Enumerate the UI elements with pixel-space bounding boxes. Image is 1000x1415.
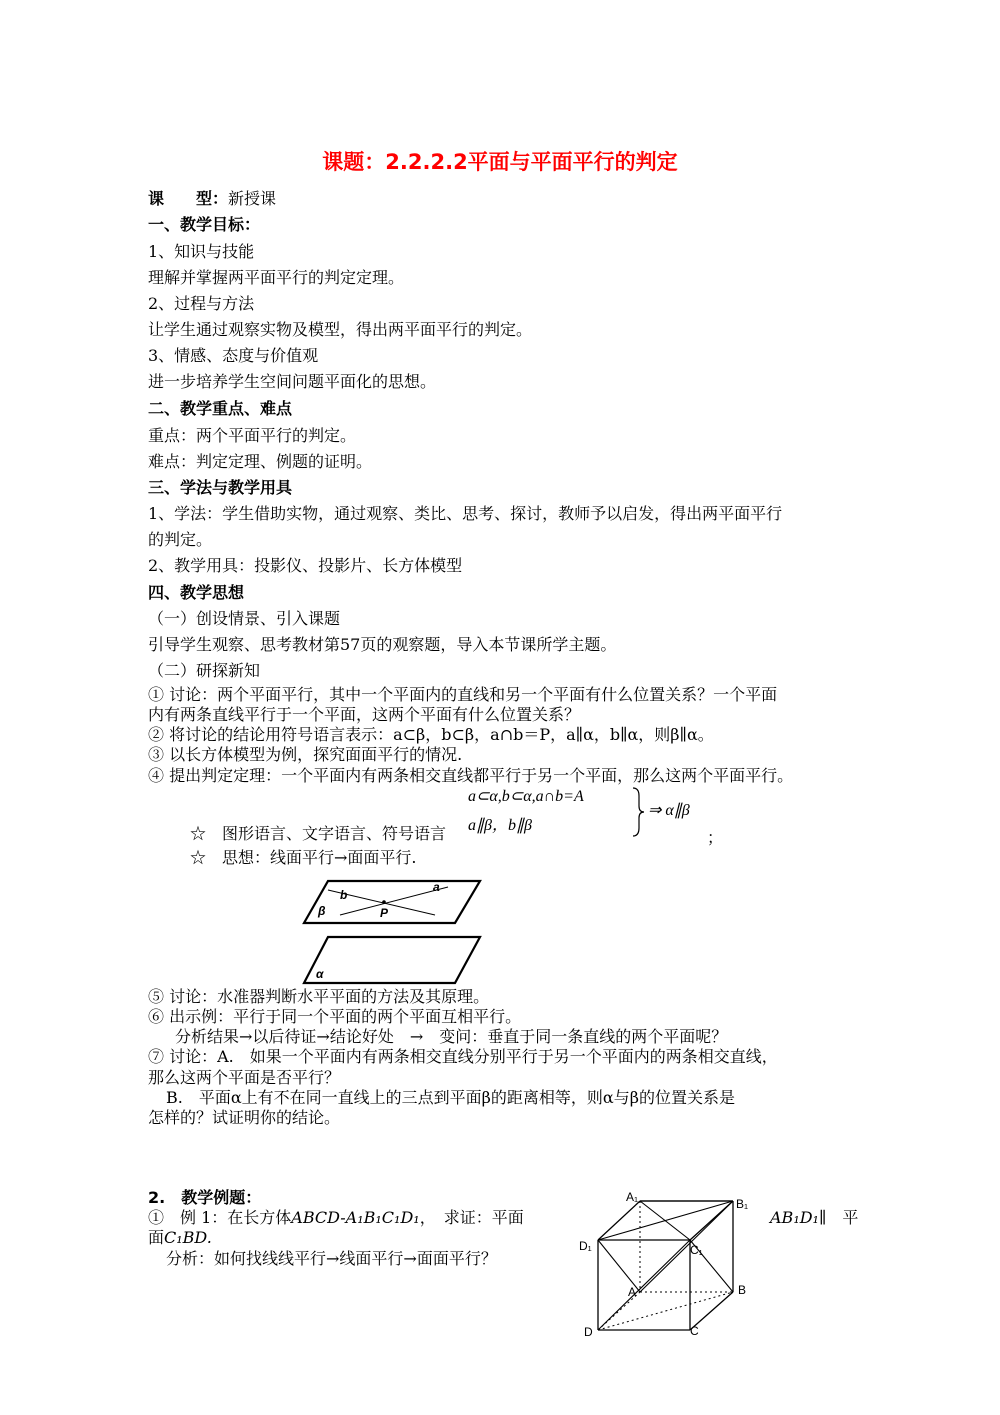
goal-1-text: 理解并掌握两平面平行的判定定理。 <box>148 268 405 287</box>
example-1-middle: ， 求证：平面 <box>419 1208 524 1227</box>
label-b: b <box>340 888 348 902</box>
section-1-heading: 一、教学目标： <box>148 215 261 234</box>
discussion-7b: 那么这两个平面是否平行？ <box>148 1068 341 1087</box>
difficult-point: 难点：判定定理、例题的证明。 <box>148 452 373 471</box>
method-line-1: 1、学法：学生借助实物，通过观察、类比、思考、探讨，教师予以启发，得出两平面平行 <box>148 504 783 523</box>
discussion-3: ③ 以长方体模型为例，探究面面平行的情况. <box>148 745 463 764</box>
line-a <box>340 887 448 915</box>
formula-line-2: a∥β，b∥β <box>468 817 532 834</box>
course-type <box>148 187 276 211</box>
label-a: a <box>433 880 440 894</box>
star-thought: ☆ 思想：线面平行→面面平行. <box>190 848 417 867</box>
discussion-6b: 分析结果→以后待证→结论好处 → 变问：垂直于同一条直线的两个平面呢？ <box>175 1027 728 1046</box>
goal-3-title: 3、情感、态度与价值观 <box>148 346 319 365</box>
cuboid-figure <box>578 1188 758 1338</box>
formula-brace <box>630 786 646 838</box>
label-beta: β <box>318 904 326 918</box>
tools-line: 2、教学用具：投影仪、投影片、长方体模型 <box>148 556 463 575</box>
example-1-cuboid: ABCD-A₁B₁C₁D₁ <box>291 1208 420 1227</box>
star-languages: ☆ 图形语言、文字语言、符号语言 <box>190 824 447 843</box>
label-D: D <box>584 1325 593 1338</box>
example-1-parallel: ∥ 平 <box>818 1208 859 1227</box>
point-p <box>382 900 386 904</box>
page-title: 课题：2.2.2.2平面与平面平行的判定 <box>322 150 678 174</box>
part-2-title: （二）研探新知 <box>148 661 261 680</box>
label-B1: B₁ <box>736 1197 749 1211</box>
section-3-heading: 三、学法与教学用具 <box>148 478 293 497</box>
course-type-label: 课 型 <box>148 189 213 208</box>
formula-semicolon: ； <box>707 828 724 847</box>
example-1-prefix: ① 例 1：在长方体 <box>148 1208 292 1227</box>
parallel-planes-figure <box>300 875 485 990</box>
discussion-7c: B. 平面α上有不在同一直线上的三点到平面β的距离相等，则α与β的位置关系是 <box>166 1088 735 1107</box>
label-C: C <box>690 1324 699 1338</box>
formula-line-1: a⊂α,b⊂α,a∩b=A <box>468 788 584 805</box>
course-type-value: 新授课 <box>228 189 277 208</box>
label-D1: D₁ <box>579 1239 592 1253</box>
goal-2-title: 2、过程与方法 <box>148 294 255 313</box>
discussion-7d: 怎样的？试证明你的结论。 <box>148 1108 341 1127</box>
course-type-colon: ： <box>212 189 229 208</box>
label-C1: C₁ <box>690 1243 703 1257</box>
formula-conclusion: ⇒ α∥β <box>648 802 690 819</box>
discussion-1b: 内有两条直线平行于一个平面，这两个平面有什么位置关系？ <box>148 705 581 724</box>
section-4-heading: 四、教学思想 <box>148 583 245 602</box>
part-1-text: 引导学生观察、思考教材第57页的观察题，导入本节课所学主题。 <box>148 635 617 654</box>
example-1-plane-2: C₁BD. <box>164 1228 212 1247</box>
discussion-2: ② 将讨论的结论用符号语言表示：a⊂β，b⊂β，a∩b＝P，a∥α，b∥α，则β∥α。 <box>148 725 714 744</box>
label-A: A <box>628 1285 637 1299</box>
discussion-7a: ⑦ 讨论：A. 如果一个平面内有两条相交直线分别平行于另一个平面内的两条相交直线， <box>148 1047 778 1066</box>
goal-1-title: 1、知识与技能 <box>148 242 255 261</box>
section-2-heading: 二、教学重点、难点 <box>148 399 293 418</box>
plane-alpha <box>304 937 480 983</box>
goal-2-text: 让学生通过观察实物及模型，得出两平面平行的判定。 <box>148 320 533 339</box>
part-1-title: （一）创设情景、引入课题 <box>148 609 341 628</box>
discussion-6: ⑥ 出示例：平行于同一个平面的两个平面互相平行。 <box>148 1007 522 1026</box>
example-1-analysis: 分析：如何找线线平行→线面平行→面面平行？ <box>166 1249 497 1268</box>
label-A1: A₁ <box>626 1190 639 1204</box>
example-heading: 2. 教学例题： <box>148 1188 262 1207</box>
key-point: 重点：两个平面平行的判定。 <box>148 426 357 445</box>
discussion-5: ⑤ 讨论：水准器判断水平平面的方法及其原理。 <box>148 987 490 1006</box>
method-line-2: 的判定。 <box>148 530 213 549</box>
label-alpha: α <box>316 967 324 981</box>
goal-3-text: 进一步培养学生空间问题平面化的思想。 <box>148 372 437 391</box>
label-B: B <box>738 1283 747 1297</box>
example-1-right <box>770 1206 858 1230</box>
discussion-1a: ① 讨论：两个平面平行，其中一个平面内的直线和另一个平面有什么位置关系？一个平面 <box>148 685 778 704</box>
example-1-line-2-prefix: 面 <box>148 1228 165 1247</box>
label-p: P <box>380 906 389 920</box>
discussion-4: ④ 提出判定定理：一个平面内有两条相交直线都平行于另一个平面，那么这两个平面平行。 <box>148 766 794 785</box>
example-1-plane-1: AB₁D₁ <box>770 1208 819 1227</box>
